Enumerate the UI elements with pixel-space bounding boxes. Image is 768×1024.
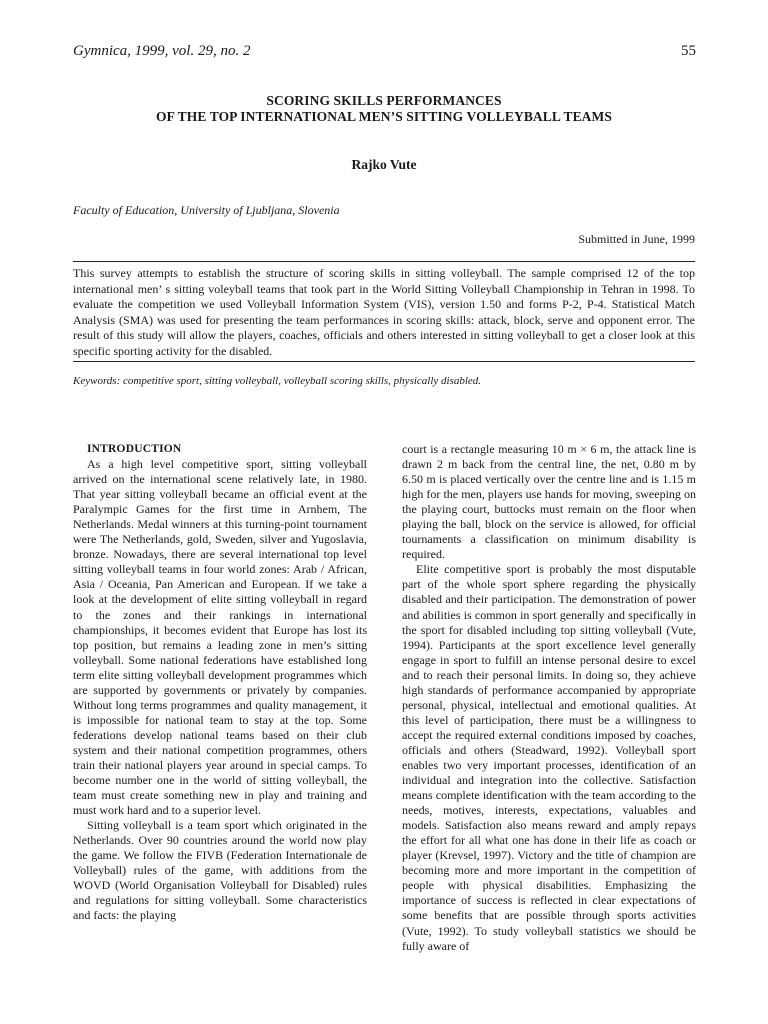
section-heading-introduction: INTRODUCTION <box>87 443 182 455</box>
paragraph: court is a rectangle measuring 10 m × 6 m, the attack line is drawn 2 m back from the central line, the net, 0.80 m by 6.50 m is placed vertically over the centre line and is 1.15 m high for the men, players use hands for moving, sweeping on the playing court, buttocks must remain on the floor when playing the ball, block on the service is allowed, for official tournaments a classification on minimum disability is required. <box>402 442 696 562</box>
author-affiliation: Faculty of Education, University of Ljubljana, Slovenia <box>73 203 340 217</box>
page-number: 55 <box>681 43 696 59</box>
journal-citation: Gymnica, 1999, vol. 29, no. 2 <box>73 43 251 59</box>
paragraph: As a high level competitive sport, sitting volleyball arrived on the international scene relatively late, in 1980. That year sitting volleyball became an official event at the Paralympic Games for the first time in Arnhem, The Netherlands. Medal winners at this turning-point tournament were The Netherlands, gold, Sweden, silver and Yugoslavia, bronze. Nowadays, there are several international top level sitting volleyball teams in four world zones: Arab / African, Asia / Oceania, Pan American and European. If we take a look at the development of elite sitting volleyball in regard to the zones and their rankings in international championships, it becomes evident that Europe has lost its top position, but remains a leading zone in men’s sitting volleyball. Some national federations have established long term elite sitting volleyball development programmes which are supported by governments or privately by companies. Without long terms programmes and quality management, it is impossible for national team to stay at the top. Some federations develop national teams based on their club system and their national competition programmes, others train their national players year around in special camps. To become number one in the world of sitting volleyball, the team must create something new in play and training and must work hard and to a superior level. <box>73 457 367 818</box>
keywords: Keywords: competitive sport, sitting volleyball, volleyball scoring skills, physically disabled. <box>73 375 482 387</box>
body-column-right <box>402 442 696 954</box>
body-column-left <box>73 442 367 924</box>
abstract-bottom-rule <box>73 361 695 362</box>
title-line-1: SCORING SKILLS PERFORMANCES <box>266 93 502 108</box>
paragraph: Sitting volleyball is a team sport which originated in the Netherlands. Over 90 countries around the world now play the game. We follow the FIVB (Federation Internationale de Volleyball) rules of the game, with additions from the WOVD (World Organisation Volleyball for Disabled) rules and regulations for sitting volleyball. Some characteristics and facts: the playing <box>73 818 367 923</box>
paragraph: Elite competitive sport is probably the most disputable part of the whole sport sphere regarding the physically disabled and their participation. The demonstration of power and abilities is common in sport generally and specifically in the sport for disabled including top sitting volleyball (Vute, 1994). Participants at the sport excellence level generally engage in sport to fulfill an intense personal desire to excel and to reach their personal limits. In doing so, they achieve high standards of performance accompanied by appropriate personal, physical, intellectual and emotional qualities. At this level of participation, there must be a willingness to accept the required external conditions imposed by coaches, officials and others (Steadward, 1992). Volleyball sport enables two very important processes, identification of an individual and integration into the collective. Satisfaction means complete identification with the team according to the needs, motives, interests, expectations, valuables and models. Satisfaction also means reward and amply repays the effort for all what one has done in their life as coach or player (Krevsel, 1997). Victory and the title of champion are becoming more and more important in the competition of people with physical disabilities. Emphasizing the importance of success is reflected in clear expectations of some benefits that are possible through sports activities (Vute, 1992). To study volleyball statistics we should be fully aware of <box>402 562 696 953</box>
submission-date: Submitted in June, 1999 <box>578 232 695 246</box>
title-line-2: OF THE TOP INTERNATIONAL MEN’S SITTING VOLLEYBALL TEAMS <box>156 109 612 124</box>
author-name: Rajko Vute <box>351 157 417 172</box>
abstract-top-rule <box>73 261 695 262</box>
abstract: This survey attempts to establish the structure of scoring skills in sitting volleyball. The sample comprised 12 of the top international men’ s sitting voleyball teams that took part in the World Sitting Volleyball Championship in Tehran in 1998. To evaluate the competition we used Volleyball Information System (VIS), version 1.50 and forms P-2, P-4. Statistical Match Analysis (SMA) was used for presenting the team performances in scoring skills: attack, block, serve and opponent error. The result of this study will allow the players, coaches, officials and others interested in sitting volleyball to get a closer look at this specific sporting activity for the disabled. <box>73 266 695 358</box>
